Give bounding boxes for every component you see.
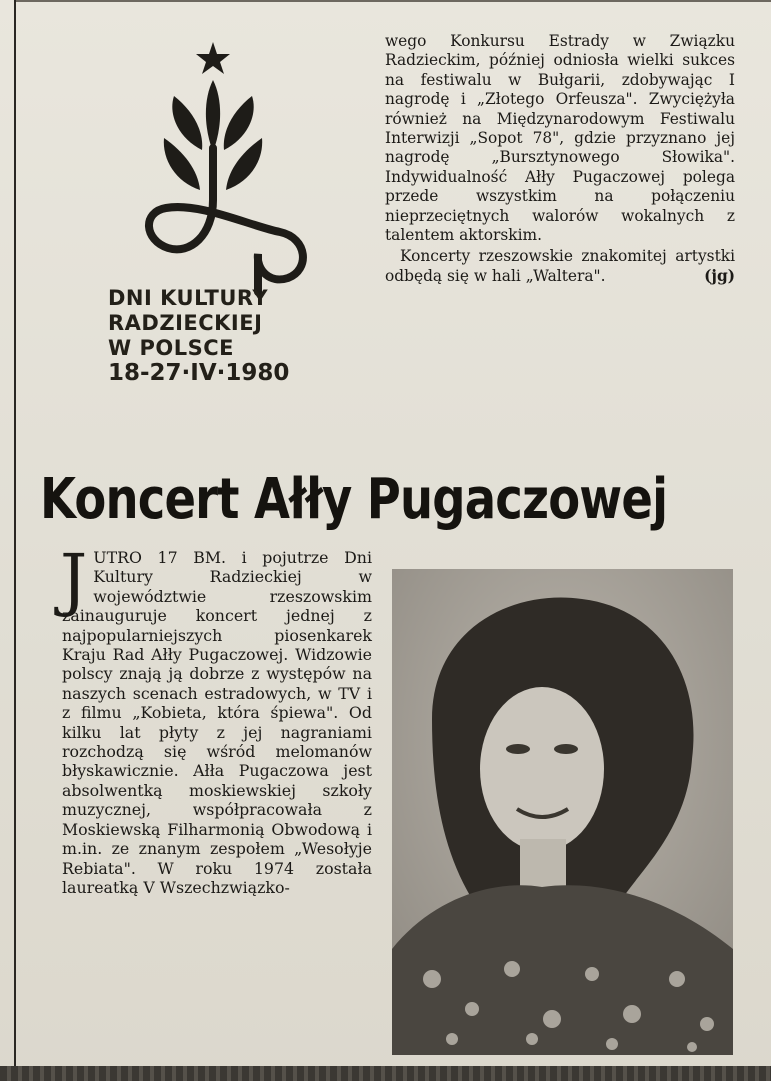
emblem-caption — [108, 286, 338, 386]
emblem-line-1: DNI KULTURY — [108, 286, 269, 310]
column-rule — [14, 0, 16, 1081]
emblem-line-3: W POLSCE — [108, 336, 234, 360]
article-headline: Koncert Ałły Pugaczowej — [40, 467, 668, 532]
right-paragraph-2 — [385, 247, 735, 286]
top-rule — [16, 0, 771, 2]
portrait-photo-icon — [392, 569, 733, 1055]
article-text: UTRO 17 BM. i pojutrze Dni Kultury Radzieckiej w województwie rzeszowskim zainauguruje koncert jednej z najpopularniejszych piosenkarek Kraju Rad Ałły Pugaczowej. Widzowie polscy znają ją dobrze z występów na naszych scenach estradowych, w TV i z filmu „Kobieta, która śpiewa". Od kilku lat płyty z jej nagraniami rozchodzą się wśród melomanów błyskawicznie. Ałła Pugaczowa jest absolwentką moskiewskiej szkoły muzycznej, współpracowała z Moskiewską Filharmonią Obwodową i m.in. ze znanym zespołem „Wesołyje Rebiata". W roku 1974 została laureatką V Wszechzwiązko- — [62, 548, 372, 897]
right-paragraph-1: wego Konkursu Estrady w Związku Radzieckim, później odniosła wielki sukces na festiwalu w Bułgarii, zdobywając I nagrodę i „Złotego Orfeusza". Zwyciężyła również na Międzynarodowym Festiwalu Interwizji „Sopot 78", gdzie przyznano jej nagrodę „Bursztynowego Słowika". Indywidualność Ałły Pugaczowej polega przede wszystkim na połączeniu nieprzeciętnych walorów wokalnych z talentem aktorskim. — [385, 32, 735, 245]
emblem-line-2: RADZIECKIEJ — [108, 311, 263, 335]
author-signature: (jg) — [704, 266, 735, 285]
right-paragraph-2-text: Koncerty rzeszowskie znakomitej artystki odbędą się w hali „Waltera". — [385, 247, 735, 285]
bottom-rule — [0, 1066, 771, 1081]
right-column-text — [385, 32, 735, 286]
emblem-date: 18-27·IV·1980 — [108, 360, 290, 386]
drop-cap: J — [60, 541, 88, 620]
star-branch-emblem-icon — [120, 30, 330, 300]
article-body — [60, 541, 372, 897]
